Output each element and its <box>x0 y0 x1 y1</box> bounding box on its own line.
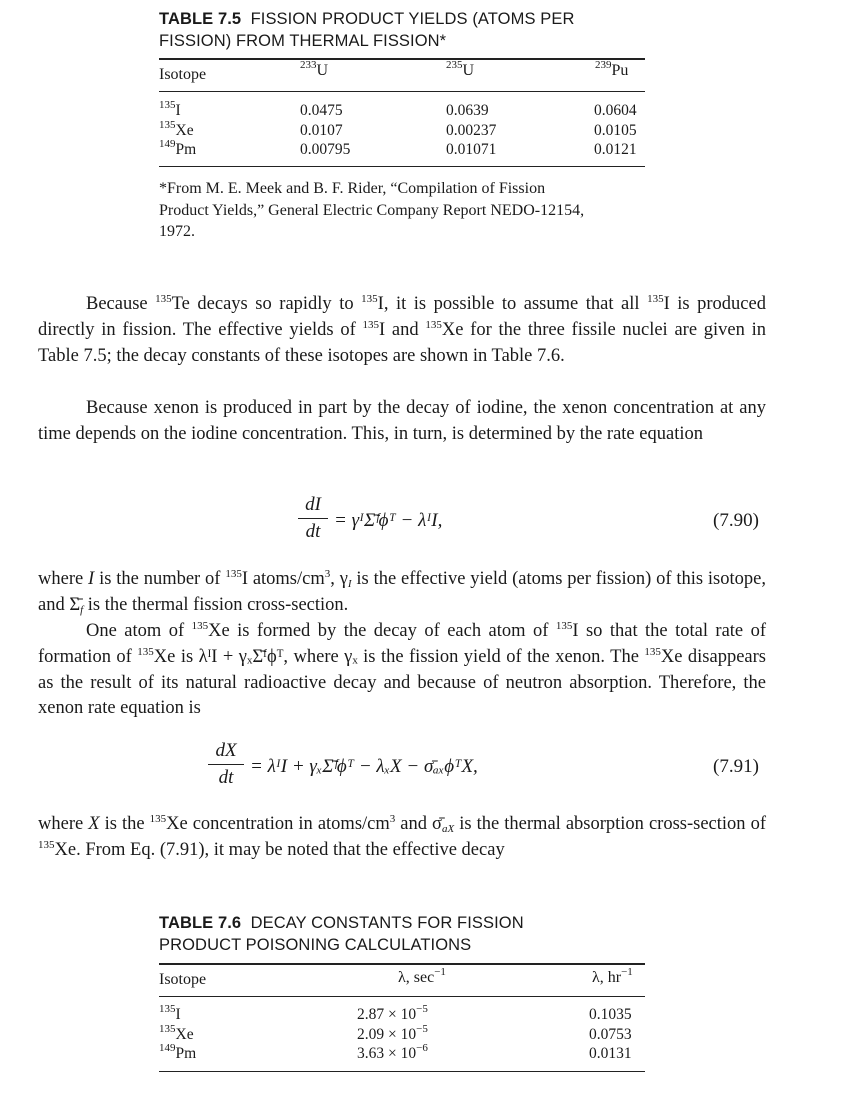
cell: 0.1035 <box>589 1006 632 1023</box>
table-7-6-top-rule <box>159 963 645 965</box>
cell: 0.00795 <box>300 141 351 158</box>
eq-7-90-number: (7.90) <box>713 510 759 531</box>
table-7-6-isotopes <box>159 1005 196 1064</box>
table-7-5-isotopes <box>159 101 196 160</box>
table-7-5-header-pu239: $^{239}$Pu <box>595 59 629 79</box>
paragraph-5: where X is the $^{135}$Xe concentration in atoms/$cm^3$ and $\sigmā_{aX}$ is the thermal absorption cross-section of $^{135}$Xe. From Eq. (7.91), it may be noted that the effective decay <box>38 813 766 860</box>
table-7-5-bottom-rule <box>159 166 645 167</box>
table-row: $^{135}$I <box>159 1003 181 1023</box>
cell: 0.0107 <box>300 121 343 139</box>
cell: 0.00237 <box>446 121 497 139</box>
cell: 0.0604 <box>594 102 637 119</box>
table-7-5-caption <box>159 8 574 52</box>
cell: 0.0131 <box>589 1045 632 1062</box>
table-7-6-caption <box>159 912 524 956</box>
table-7-5-label: TABLE 7.5 <box>159 10 242 28</box>
table-7-6-col-hr <box>589 1005 632 1064</box>
table-7-6-header-sec: λ, $\sec^{-1}$ <box>398 966 446 986</box>
paragraph-1: Because $^{135}$Te decays so rapidly to $^{135}$I, it is possible to assume that all $^{135}$I is produced directly in fission. The effective yields of $^{135}$I and $^{135}$Xe for the three fissile nuclei are given in Table 7.5; the decay constants of these isotopes are shown in Table 7.6. <box>38 293 767 366</box>
table-7-5-header-u233: $^{233}$U <box>300 59 329 79</box>
cell: 0.0753 <box>589 1025 632 1043</box>
table-row: $^{149}$Pm <box>159 138 197 158</box>
table-7-5-col-u233 <box>300 101 350 160</box>
footnote-line: Product Yields,” General Electric Company Report NEDO-12154, <box>159 201 585 219</box>
footnote-line: *From M. E. Meek and B. F. Rider, “Compilation of Fission <box>159 180 546 197</box>
table-7-6-header-hr: λ, $hr^{-1}$ <box>592 966 633 986</box>
eq-7-91-denominator: dt <box>218 767 234 788</box>
eq-7-90-numerator: dI <box>298 494 328 519</box>
table-7-5-header-rule <box>159 91 645 92</box>
paragraph-2: Because xenon is produced in part by the decay of iodine, the xenon concentration at any time depends on the iodine concentration. This, in turn, is determined by the rate equation <box>38 398 766 444</box>
table-7-5-title-line1: FISSION PRODUCT YIELDS (ATOMS PER <box>250 10 575 28</box>
eq-7-91-fraction <box>208 740 244 789</box>
cell: 0.01071 <box>446 141 497 158</box>
paragraph-4: One atom of $^{135}$Xe is formed by the decay of each atom of $^{135}$I so that the total rate of formation of $^{135}$Xe is λᴵI + γₓΣ̄ᶠϕᵀ, where γₓ is the fission yield of the xenon. The $^{135}$Xe disappears as the result of its natural radioactive decay and because of neutron absorption. Therefore, the xenon rate equation is <box>38 620 767 719</box>
table-7-5-top-rule <box>159 58 645 60</box>
table-7-5-header-u235: $^{235}$U <box>446 59 475 79</box>
cell: $2.09 \times 10^{-5}$ <box>357 1022 428 1043</box>
cell: 0.0639 <box>446 102 489 119</box>
table-row: $^{135}$Xe <box>159 118 194 139</box>
cell: 0.0105 <box>594 121 637 139</box>
eq-7-90-rhs: = γᴵΣ̄ᶠϕᵀ − λᴵI, <box>334 510 443 531</box>
eq-7-90-fraction <box>298 494 328 543</box>
eq-7-91-numerator: dX <box>208 740 244 765</box>
table-row: $^{135}$Xe <box>159 1022 194 1043</box>
cell: $3.63 \times 10^{-6}$ <box>357 1042 428 1062</box>
eq-7-91-number: (7.91) <box>713 756 759 777</box>
table-7-5-col-u235 <box>446 101 496 160</box>
footnote-line: 1972. <box>159 223 195 240</box>
paragraph-3: where I is the number of $^{135}$I atoms/$cm^3$, $\gamma_I$ is the effective yield (atoms per fission) of this isotope, and $\Sigmā_f$ is the thermal fission cross-section. <box>38 568 766 616</box>
table-7-6-title-line1: DECAY CONSTANTS FOR FISSION <box>250 914 524 932</box>
table-7-6-bottom-rule <box>159 1071 645 1072</box>
table-7-6-col-sec <box>357 1005 428 1064</box>
table-7-6-header-isotope: Isotope <box>159 971 207 988</box>
table-7-5-footnote <box>159 178 584 243</box>
cell: 0.0121 <box>594 141 637 158</box>
eq-7-90-denominator: dt <box>305 521 321 542</box>
cell: 0.0475 <box>300 102 343 119</box>
table-7-6-title-line2: PRODUCT POISONING CALCULATIONS <box>159 936 472 954</box>
table-row: $^{135}$I <box>159 99 181 119</box>
cell: $2.87 \times 10^{-5}$ <box>357 1003 428 1023</box>
table-7-6-header-rule <box>159 996 645 997</box>
table-7-5-col-pu239 <box>594 101 637 160</box>
table-7-5-title-line2: FISSION) FROM THERMAL FISSION* <box>159 32 447 50</box>
table-7-5-header-isotope: Isotope <box>159 66 207 83</box>
eq-7-91-rhs: = λᴵI + γₓΣ̄ᶠϕᵀ − λₓX − σ̄ₐₓϕᵀX, <box>250 756 478 777</box>
table-row: $^{149}$Pm <box>159 1042 197 1062</box>
table-7-6-label: TABLE 7.6 <box>159 914 242 932</box>
